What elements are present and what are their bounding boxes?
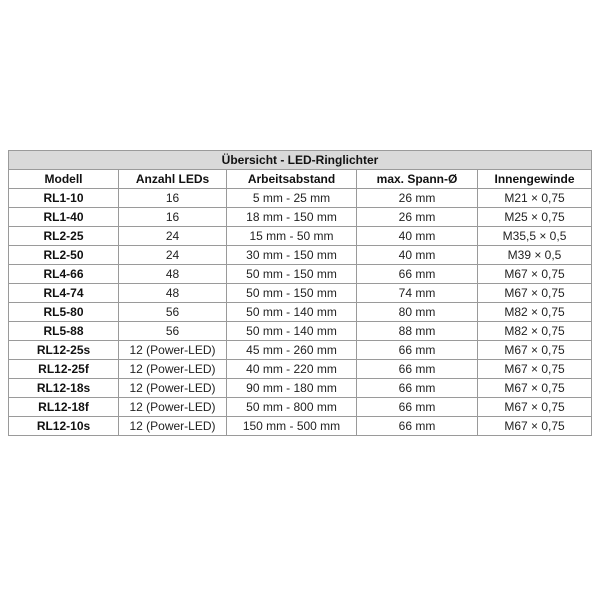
led-count-cell: 48 bbox=[119, 265, 227, 284]
table-caption: Übersicht - LED-Ringlichter bbox=[9, 151, 592, 170]
table-row bbox=[9, 189, 592, 208]
max-clamp-diameter-cell: 66 mm bbox=[357, 341, 478, 360]
model-cell: RL5-88 bbox=[9, 322, 119, 341]
model-cell: RL4-74 bbox=[9, 284, 119, 303]
led-ringlight-table bbox=[8, 150, 592, 436]
working-distance-cell: 50 mm - 140 mm bbox=[227, 303, 357, 322]
max-clamp-diameter-cell: 80 mm bbox=[357, 303, 478, 322]
working-distance-cell: 90 mm - 180 mm bbox=[227, 379, 357, 398]
model-cell: RL2-50 bbox=[9, 246, 119, 265]
model-cell: RL12-25s bbox=[9, 341, 119, 360]
inner-thread-cell: M67 × 0,75 bbox=[478, 265, 592, 284]
max-clamp-diameter-cell: 88 mm bbox=[357, 322, 478, 341]
inner-thread-cell: M67 × 0,75 bbox=[478, 379, 592, 398]
table-row bbox=[9, 303, 592, 322]
led-count-cell: 12 (Power-LED) bbox=[119, 379, 227, 398]
led-count-cell: 56 bbox=[119, 322, 227, 341]
inner-thread-cell: M82 × 0,75 bbox=[478, 303, 592, 322]
max-clamp-diameter-cell: 74 mm bbox=[357, 284, 478, 303]
table-row bbox=[9, 284, 592, 303]
inner-thread-cell: M39 × 0,5 bbox=[478, 246, 592, 265]
header-anzahl-leds: Anzahl LEDs bbox=[119, 170, 227, 189]
led-count-cell: 24 bbox=[119, 246, 227, 265]
working-distance-cell: 50 mm - 150 mm bbox=[227, 265, 357, 284]
led-count-cell: 12 (Power-LED) bbox=[119, 341, 227, 360]
inner-thread-cell: M67 × 0,75 bbox=[478, 341, 592, 360]
max-clamp-diameter-cell: 66 mm bbox=[357, 398, 478, 417]
model-cell: RL4-66 bbox=[9, 265, 119, 284]
table-row bbox=[9, 417, 592, 436]
max-clamp-diameter-cell: 26 mm bbox=[357, 189, 478, 208]
inner-thread-cell: M67 × 0,75 bbox=[478, 360, 592, 379]
model-cell: RL2-25 bbox=[9, 227, 119, 246]
max-clamp-diameter-cell: 40 mm bbox=[357, 227, 478, 246]
header-max-spann: max. Spann-Ø bbox=[357, 170, 478, 189]
inner-thread-cell: M21 × 0,75 bbox=[478, 189, 592, 208]
working-distance-cell: 30 mm - 150 mm bbox=[227, 246, 357, 265]
max-clamp-diameter-cell: 66 mm bbox=[357, 379, 478, 398]
header-modell: Modell bbox=[9, 170, 119, 189]
inner-thread-cell: M67 × 0,75 bbox=[478, 284, 592, 303]
model-cell: RL12-25f bbox=[9, 360, 119, 379]
inner-thread-cell: M35,5 × 0,5 bbox=[478, 227, 592, 246]
max-clamp-diameter-cell: 66 mm bbox=[357, 360, 478, 379]
model-cell: RL1-40 bbox=[9, 208, 119, 227]
model-cell: RL12-18f bbox=[9, 398, 119, 417]
table-row bbox=[9, 379, 592, 398]
led-count-cell: 24 bbox=[119, 227, 227, 246]
led-count-cell: 12 (Power-LED) bbox=[119, 360, 227, 379]
model-cell: RL12-10s bbox=[9, 417, 119, 436]
table-row bbox=[9, 360, 592, 379]
working-distance-cell: 50 mm - 140 mm bbox=[227, 322, 357, 341]
working-distance-cell: 45 mm - 260 mm bbox=[227, 341, 357, 360]
max-clamp-diameter-cell: 66 mm bbox=[357, 417, 478, 436]
led-count-cell: 16 bbox=[119, 208, 227, 227]
table-row bbox=[9, 341, 592, 360]
table-row bbox=[9, 246, 592, 265]
table-body bbox=[9, 189, 592, 436]
table-row bbox=[9, 208, 592, 227]
led-count-cell: 56 bbox=[119, 303, 227, 322]
working-distance-cell: 18 mm - 150 mm bbox=[227, 208, 357, 227]
led-count-cell: 12 (Power-LED) bbox=[119, 417, 227, 436]
working-distance-cell: 5 mm - 25 mm bbox=[227, 189, 357, 208]
model-cell: RL1-10 bbox=[9, 189, 119, 208]
table-row bbox=[9, 322, 592, 341]
inner-thread-cell: M82 × 0,75 bbox=[478, 322, 592, 341]
model-cell: RL12-18s bbox=[9, 379, 119, 398]
working-distance-cell: 40 mm - 220 mm bbox=[227, 360, 357, 379]
table-row bbox=[9, 227, 592, 246]
max-clamp-diameter-cell: 40 mm bbox=[357, 246, 478, 265]
header-arbeitsabstand: Arbeitsabstand bbox=[227, 170, 357, 189]
working-distance-cell: 15 mm - 50 mm bbox=[227, 227, 357, 246]
inner-thread-cell: M25 × 0,75 bbox=[478, 208, 592, 227]
table-row bbox=[9, 265, 592, 284]
header-innengewinde: Innengewinde bbox=[478, 170, 592, 189]
working-distance-cell: 150 mm - 500 mm bbox=[227, 417, 357, 436]
led-count-cell: 16 bbox=[119, 189, 227, 208]
inner-thread-cell: M67 × 0,75 bbox=[478, 417, 592, 436]
caption-row bbox=[9, 151, 592, 170]
led-count-cell: 12 (Power-LED) bbox=[119, 398, 227, 417]
working-distance-cell: 50 mm - 800 mm bbox=[227, 398, 357, 417]
led-count-cell: 48 bbox=[119, 284, 227, 303]
header-row bbox=[9, 170, 592, 189]
model-cell: RL5-80 bbox=[9, 303, 119, 322]
max-clamp-diameter-cell: 26 mm bbox=[357, 208, 478, 227]
table-row bbox=[9, 398, 592, 417]
inner-thread-cell: M67 × 0,75 bbox=[478, 398, 592, 417]
max-clamp-diameter-cell: 66 mm bbox=[357, 265, 478, 284]
working-distance-cell: 50 mm - 150 mm bbox=[227, 284, 357, 303]
